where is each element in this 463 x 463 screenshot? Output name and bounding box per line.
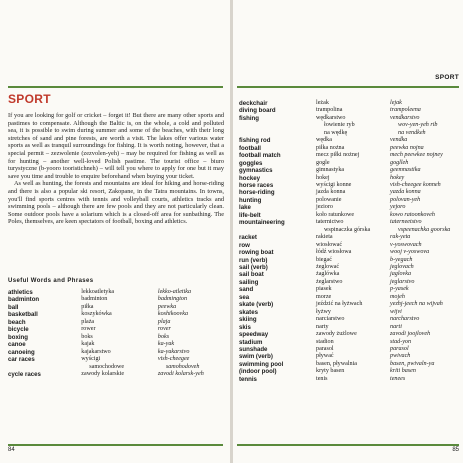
- polish-term: taternictwo: [316, 219, 344, 226]
- polish-term: rakieta: [316, 234, 333, 241]
- polish-term: łowienie ryb: [324, 122, 355, 129]
- vocab-table: [239, 100, 461, 383]
- polish-term: jezioro: [316, 204, 333, 211]
- intro-paragraph: If you are looking for golf or cricket – forget it! But there are many other sports and pastimes to compensate. Although the Baltic is, on the whole, a cold and polluted sea, it is possible to swim during summer and some of the beaches, with their long stretches of sand and pine forests, are worth a visit. The lakes offer various water sports as well as tranquil surroundings for fishing. It is worth noting, however, that a special permit – zezwolenie (zezvolen-yeh) – may be required for fishing as well as for hunting – another well-loved Polish pastime. The tourist office – biuro turystyczne (b-yooro tooristichneh) – will tell you where to apply for one but it may save you time and trouble to enquire beforehand when buying your ticket.: [8, 112, 224, 180]
- pronunciation: taterneetstvo: [390, 219, 422, 226]
- vocab-row: [239, 219, 461, 226]
- vocab-row: [239, 294, 461, 301]
- vocab-row: [239, 242, 461, 249]
- polish-term: leżak: [316, 100, 329, 106]
- vocab-row: [239, 227, 461, 234]
- polish-term: kajakarstwo: [81, 348, 111, 355]
- pronunciation: mojeh: [390, 293, 405, 300]
- vocab-row: [239, 257, 461, 264]
- vocab-row: [239, 160, 461, 167]
- polish-term: gimnastyka: [316, 167, 345, 174]
- polish-term: biegać: [316, 256, 332, 263]
- vocab-row: [239, 271, 461, 278]
- polish-term: hokej: [316, 174, 330, 181]
- english-term: football: [239, 144, 262, 152]
- vocab-row: [8, 304, 224, 311]
- polish-term: piłka: [81, 303, 94, 310]
- vocab-row: [239, 100, 461, 107]
- polish-term: koło ratunkowe: [316, 211, 355, 218]
- bottom-rule: [8, 444, 223, 446]
- english-term: swim (verb): [239, 353, 273, 361]
- english-term: [239, 130, 316, 137]
- pronunciation: lekko-atletika: [157, 289, 192, 295]
- intro-paragraph: As well as hunting, the forests and mountains are ideal for hiking and horse-riding and there is also a popular ski resort, Zakopane, in the Tatra mountains. In towns, you'll find sports centres with tennis and volleyball courts, athletics tracks and swimming pools – although there are few pools and they are not particularly clean. Some outdoor pools have a solarium which is a closed-off area for sunbathing. The Poles, themselves, are keen spectators of football, boxing and athletics.: [8, 180, 224, 226]
- english-term: lake: [239, 204, 251, 212]
- english-term: ball: [8, 303, 19, 311]
- english-term: swimming pool: [239, 360, 284, 368]
- polish-term: piłka nożna: [316, 144, 345, 151]
- english-term: racket: [239, 234, 257, 242]
- polish-term: mecz piłki nożnej: [316, 152, 360, 159]
- pronunciation: wov-yen-yeh rib: [398, 122, 438, 129]
- polish-term: narty: [316, 323, 329, 330]
- vocab-heading: Useful Words and Phrases: [8, 278, 94, 284]
- english-term: [239, 227, 316, 234]
- english-term: canoeing: [8, 348, 35, 356]
- vocab-row: [8, 341, 224, 348]
- vocab-row: [239, 115, 461, 122]
- english-term: sail (verb): [239, 263, 268, 271]
- pronunciation: goglleh: [390, 159, 409, 166]
- vocab-row: [239, 234, 461, 241]
- pronunciation: peewka nojna: [390, 144, 424, 151]
- page-number: 84: [8, 447, 15, 453]
- english-term: fishing rod: [239, 137, 271, 145]
- vocab-row: [239, 264, 461, 271]
- pronunciation: na vendkeh: [398, 129, 426, 136]
- english-term: life-belt: [239, 211, 261, 219]
- english-term: diving board: [239, 107, 276, 115]
- pronunciation: b-yegach: [390, 256, 413, 263]
- vocab-row: [8, 364, 224, 371]
- polish-term: stadion: [316, 338, 334, 345]
- pronunciation: kriti basen: [390, 368, 416, 375]
- vocab-row: [239, 130, 461, 137]
- polish-term: polowanie: [316, 196, 342, 203]
- polish-term: żeglować: [316, 263, 340, 270]
- english-term: row: [239, 241, 250, 249]
- vocab-row: [8, 311, 224, 318]
- vocab-row: [239, 346, 461, 353]
- right-page: [233, 0, 463, 463]
- english-term: horse-riding: [239, 189, 275, 197]
- vocab-row: [8, 356, 224, 363]
- english-term: fishing: [239, 114, 259, 122]
- vocab-row: [239, 107, 461, 114]
- pronunciation: vish-cheegee konneh: [390, 181, 441, 188]
- pronunciation: yezhj-jeech na wijvah: [390, 301, 443, 308]
- vocab-row: [239, 376, 461, 383]
- english-term: hockey: [239, 174, 261, 182]
- pronunciation: mech peewkee nojney: [390, 152, 443, 159]
- polish-term: łyżwy: [316, 308, 331, 315]
- vocab-row: [239, 152, 461, 159]
- polish-term: badminton: [81, 296, 108, 303]
- vocab-row: [239, 122, 461, 129]
- vocab-row: [239, 279, 461, 286]
- polish-term: wędka: [316, 137, 332, 144]
- pronunciation: vish-cheegee: [157, 356, 190, 363]
- pronunciation: geemnastika: [390, 167, 421, 174]
- polish-term: trampolina: [316, 107, 343, 114]
- intro-text: [8, 112, 224, 226]
- pronunciation: trampoleena: [390, 107, 421, 114]
- polish-term: łódź wiosłowa: [316, 249, 352, 256]
- vocab-row: [239, 204, 461, 211]
- english-term: beach: [8, 318, 26, 326]
- vocab-row: [8, 334, 224, 341]
- vocab-row: [239, 353, 461, 360]
- vocab-row: [239, 368, 461, 375]
- polish-term: żaglówka: [316, 271, 340, 278]
- english-term: sand: [239, 286, 254, 294]
- english-term: (indoor pool): [239, 368, 277, 376]
- pronunciation: lejak: [390, 100, 402, 106]
- pronunciation: koshikoovka: [157, 311, 189, 318]
- pronunciation: jeglarstvo: [390, 278, 415, 285]
- vocab-row: [239, 301, 461, 308]
- pronunciation: narcharstvo: [390, 316, 420, 323]
- english-term: hunting: [239, 196, 262, 204]
- polish-term: wiosłować: [316, 241, 343, 248]
- vocab-row: [239, 145, 461, 152]
- polish-term: kryty basen: [316, 368, 345, 375]
- pronunciation: hokey: [390, 174, 405, 181]
- pronunciation: peewka: [157, 303, 177, 310]
- english-term: [239, 122, 316, 129]
- english-term: deckchair: [239, 100, 268, 107]
- polish-term: wyścigi konne: [316, 181, 352, 188]
- pronunciation: boks: [157, 333, 170, 340]
- vocab-row: [239, 316, 461, 323]
- vocab-row: [239, 167, 461, 174]
- english-term: canoe: [8, 341, 26, 349]
- pronunciation: parasol: [390, 345, 409, 352]
- polish-term: na wędkę: [324, 129, 348, 136]
- polish-term: wyścigi: [81, 356, 101, 363]
- pronunciation: basen, pwivaln-ya: [390, 360, 435, 367]
- english-term: skiing: [239, 316, 257, 324]
- pronunciation: vendka: [390, 137, 408, 144]
- english-term: athletics: [8, 289, 33, 296]
- pronunciation: jeglovach: [390, 263, 414, 270]
- pronunciation: pwivach: [390, 353, 411, 360]
- top-rule: [8, 86, 223, 88]
- pronunciation: tenees: [390, 375, 406, 382]
- pronunciation: zavodi kolarsk-yeh: [157, 370, 204, 377]
- english-term: skis: [239, 323, 251, 331]
- page-number: 85: [452, 447, 459, 453]
- english-term: skates: [239, 308, 258, 316]
- vocab-row: [239, 189, 461, 196]
- vocab-row: [8, 349, 224, 356]
- pronunciation: vendkarstvo: [390, 114, 420, 121]
- english-term: bicycle: [8, 326, 29, 334]
- vocab-row: [239, 197, 461, 204]
- english-term: skate (verb): [239, 301, 274, 309]
- english-term: sailing: [239, 278, 259, 286]
- polish-term: żeglarstwo: [316, 278, 343, 285]
- polish-term: zawody żużlowe: [316, 331, 357, 338]
- vocab-row: [239, 324, 461, 331]
- english-term: sea: [239, 293, 250, 301]
- polish-term: morze: [316, 293, 332, 300]
- english-term: sail boat: [239, 271, 264, 279]
- vocab-row: [239, 212, 461, 219]
- pronunciation: p-yasek: [390, 286, 409, 293]
- polish-term: plaża: [81, 318, 95, 325]
- pronunciation: narti: [390, 323, 402, 330]
- pronunciation: samohodoveh: [165, 363, 200, 370]
- pronunciation: yejoro: [390, 204, 406, 211]
- pronunciation: kowo ratoonkoveh: [390, 211, 435, 218]
- english-term: rowing boat: [239, 249, 274, 257]
- polish-term: pływać: [316, 353, 334, 360]
- english-term: sunshade: [239, 345, 268, 353]
- pronunciation: v-yoswovach: [390, 241, 422, 248]
- english-term: gymnastics: [239, 167, 273, 175]
- pronunciation: zavodi joojloveh: [390, 331, 431, 338]
- section-tab: SPORT: [435, 74, 459, 81]
- english-term: badminton: [8, 296, 40, 304]
- left-page: [0, 0, 230, 463]
- english-term: goggles: [239, 159, 263, 167]
- polish-term: wędkarstwo: [316, 114, 346, 121]
- vocab-row: [8, 326, 224, 333]
- english-term: mountaineering: [239, 219, 285, 227]
- english-term: horse races: [239, 181, 274, 189]
- vocab-row: [8, 319, 224, 326]
- vocab-row: [239, 182, 461, 189]
- pronunciation: plaja: [157, 318, 171, 325]
- pronunciation: jaglovka: [390, 271, 412, 278]
- pronunciation: wooj v-yoswova: [390, 249, 430, 256]
- vocab-row: [239, 339, 461, 346]
- english-term: stadium: [239, 338, 263, 346]
- pronunciation: rover: [157, 326, 171, 333]
- vocab-row: [239, 249, 461, 256]
- pronunciation: ka-yakarstvo: [157, 348, 190, 355]
- polish-term: samochodowe: [89, 363, 125, 370]
- vocab-row: [239, 137, 461, 144]
- polish-term: parasol: [316, 345, 334, 352]
- english-term: [8, 364, 81, 371]
- english-term: tennis: [239, 375, 257, 383]
- vocab-row: [239, 331, 461, 338]
- pronunciation: vspeenachka goorska: [398, 226, 451, 233]
- pronunciation: ka-yak: [157, 341, 175, 348]
- english-term: cycle races: [8, 370, 41, 378]
- polish-term: zawody kolarskie: [81, 370, 125, 377]
- pronunciation: yazda konna: [390, 189, 421, 196]
- polish-term: kajak: [81, 341, 95, 348]
- vocab-row: [239, 175, 461, 182]
- polish-term: koszykówka: [81, 311, 112, 318]
- polish-term: jazda konna: [316, 189, 346, 196]
- polish-term: piasek: [316, 286, 332, 293]
- vocab-row: [8, 289, 224, 296]
- polish-term: tenis: [316, 375, 328, 382]
- pronunciation: badmington: [157, 296, 188, 303]
- polish-term: rower: [81, 326, 96, 333]
- pronunciation: wijvi: [390, 308, 402, 315]
- polish-term: wspinaczka górska: [324, 226, 371, 233]
- vocab-row: [239, 361, 461, 368]
- vocab-row: [8, 371, 224, 378]
- vocab-table: [8, 289, 224, 378]
- english-term: basketball: [8, 311, 38, 319]
- vocab-row: [239, 286, 461, 293]
- polish-term: jeździć na łyżwach: [316, 301, 363, 308]
- english-term: speedway: [239, 331, 269, 339]
- top-rule: [237, 86, 459, 88]
- polish-term: basen, pływalnia: [316, 360, 357, 367]
- pronunciation: stad-yon: [390, 338, 412, 345]
- english-term: run (verb): [239, 256, 268, 264]
- polish-term: narciarstwo: [316, 316, 345, 323]
- vocab-row: [239, 309, 461, 316]
- english-term: football match: [239, 152, 281, 160]
- bottom-rule: [237, 444, 459, 446]
- page-title: SPORT: [8, 92, 51, 106]
- english-term: car races: [8, 356, 35, 364]
- pronunciation: polovan-yeh: [390, 196, 421, 203]
- polish-term: boks: [81, 333, 93, 340]
- vocab-row: [8, 296, 224, 303]
- polish-term: gogle: [316, 159, 330, 166]
- polish-term: lekkoatletyka: [81, 289, 115, 295]
- pronunciation: rak-yeta: [390, 234, 411, 241]
- english-term: boxing: [8, 333, 28, 341]
